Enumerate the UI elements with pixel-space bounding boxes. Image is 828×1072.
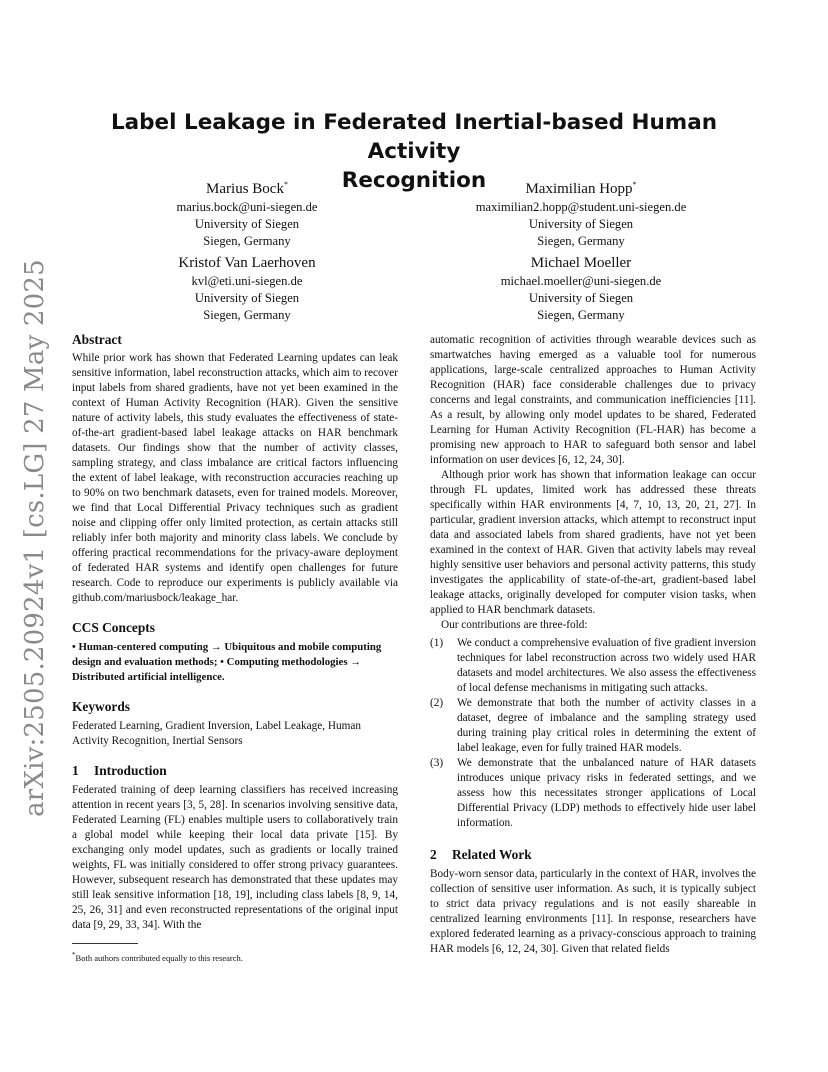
- abstract-heading: Abstract: [72, 332, 122, 347]
- footnote: [72, 950, 243, 964]
- author-email[interactable]: kvl@eti.uni-siegen.de: [191, 274, 303, 288]
- author-name-line: [416, 254, 746, 273]
- keywords-text: Federated Learning, Gradient Inversion, Label Leakage, Human Activity Recognition, Inertial Sensors: [72, 720, 361, 747]
- author-location: Siegen, Germany: [537, 308, 625, 322]
- author-location: Siegen, Germany: [203, 234, 291, 248]
- related-work-heading: [430, 846, 756, 863]
- abstract-text: While prior work has shown that Federated Learning updates can leak sensitive information, label reconstruction attacks, which aim to recover input labels from shared gradients, have not yet been examined in the context of Human Activity Recognition (HAR). Given the sensitive nature of activity labels, this study evaluates the effectiveness of state-of-the-art gradient-based label leakage attacks on HAR benchmark datasets. Our findings show that the number of activity classes, sampling strategy, and class imbalance are critical factors influencing the extent of label leakage, with reconstruction accuracies reaching up to 90% on two benchmark datasets, even for trained models. Moreover, we find that Local Differential Privacy techniques such as gradient noise and clipping offer only limited protection, as certain attacks still reliably infer both majority and minority class labels. We conclude by offering practical recommendations for the privacy-aware deployment of federated HAR systems and identify open challenges for future research. Code to reproduce our experiments is publicly available via github.com/mariusbock/leakage_har.: [72, 352, 398, 604]
- related-work-paragraph-1: Body-worn sensor data, particularly in the context of HAR, involves the collection of sensitive user information. As such, it is typically subject to strict data privacy regulations and is not easily shareable in centralized learning environments [11]. In response, researchers have explored federated learning as a privacy-conscious approach to training HAR models [6, 12, 24, 30]. Given that related fields: [430, 868, 756, 955]
- author-name-line: [416, 175, 746, 199]
- ccs-text: • Human-centered computing → Ubiquitous and mobile computing design and evaluation methods; • Computing methodologies → Distributed artificial intelligence.: [72, 641, 382, 683]
- arxiv-identifier-text: arXiv:2505.20924v1 [cs.LG] 27 May 2025: [20, 259, 50, 817]
- paper-title-line-1: Label Leakage in Federated Inertial-based Human Activity: [110, 110, 718, 164]
- author-footnote-mark: *: [283, 180, 288, 189]
- author-footnote-mark: *: [632, 180, 637, 189]
- author-email[interactable]: maximilian2.hopp@student.uni-siegen.de: [475, 200, 687, 214]
- list-item-text: We demonstrate that the unbalanced nature of HAR datasets introduces unique privacy risks in federated settings, and we assess how this necessitates stronger applications of Local Differential Privacy (LDP) methods to effectively hide user label information.: [457, 757, 756, 829]
- section-title: Related Work: [452, 847, 532, 862]
- author-block-3: [82, 254, 412, 324]
- author-affiliation: University of Siegen: [194, 217, 300, 231]
- intro-paragraph-1-continued: automatic recognition of activities through wearable devices such as smartwatches having emerged as a valuable tool for numerous applications, large-scale centralized approaches to Human Activity Recognition (HAR) face considerable challenges due to privacy concerns and legal constraints, and communication inefficiencies [11]. As a result, by allowing only model updates to be shared, Federated Learning for Human Activity Recognition (FL-HAR) has become a promising new approach to HAR to safeguard both sensor and label information on user devices [6, 12, 24, 30].: [430, 334, 756, 466]
- author-affiliation: University of Siegen: [194, 291, 300, 305]
- list-item-label: (3): [430, 757, 444, 769]
- author-block-1: [82, 175, 412, 250]
- left-column: [72, 331, 398, 933]
- intro-paragraph-3: Our contributions are three-fold:: [441, 619, 588, 631]
- intro-paragraph-1: Federated training of deep learning classifiers has received increasing attention in recent years [3, 5, 28]. In scenarios involving sensitive data, Federated Learning (FL) enables multiple users to collaboratively train a global model while keeping their local data private [15]. By exchanging only model updates, such as gradients or locally trained weights, FL was initially considered to offer strong privacy guarantees. However, subsequent research has demonstrated that these updates may still leak sensitive information [18, 19], including class labels [8, 9, 14, 25, 26, 31] and even reconstructed representations of the original input data [9, 29, 33, 34]. With the: [72, 784, 398, 931]
- author-name: Marius Bock: [206, 181, 284, 197]
- author-name: Kristof Van Laerhoven: [178, 255, 316, 271]
- author-location: Siegen, Germany: [537, 234, 625, 248]
- ccs-heading: CCS Concepts: [72, 620, 155, 635]
- contributions-list: [430, 636, 756, 831]
- paper-title-line-2: Recognition: [341, 168, 487, 193]
- list-item-label: (1): [430, 637, 444, 649]
- list-item-text: We conduct a comprehensive evaluation of five gradient inversion techniques for label reconstruction across two widely used HAR datasets and model architectures. We also assess the effectiveness of local defense mechanisms in mitigating such attacks.: [457, 637, 756, 694]
- author-affiliation: University of Siegen: [528, 291, 634, 305]
- footnote-mark: *: [72, 951, 76, 959]
- footnote-rule: [72, 943, 138, 944]
- list-item-label: (2): [430, 697, 444, 709]
- author-name: Maximilian Hopp: [525, 181, 633, 197]
- section-number: 1: [72, 763, 79, 778]
- author-name-line: [82, 254, 412, 273]
- author-affiliation: University of Siegen: [528, 217, 634, 231]
- intro-paragraph-2: Although prior work has shown that information leakage can occur through FL updates, limited work has addressed these threats specifically within HAR environments [4, 7, 10, 13, 20, 21, 27]. In particular, gradient inversion attacks, which attempt to reconstruct input data and associated labels from shared gradients, have not yet been examined in the context of HAR. Given that activity labels may reveal highly sensitive user behaviors and personal activity patterns, this study investigates the applicability of state-of-the-art, gradient-based label leakage attacks, originally developed for computer vision tasks, when applied to HAR benchmark datasets.: [430, 469, 756, 616]
- author-email[interactable]: michael.moeller@uni-siegen.de: [500, 274, 662, 288]
- list-item-text: We demonstrate that both the number of activity classes in a dataset, degree of imbalance and the sampling strategy used during training play critical roles in determining the extent of label leakage, even for fully trained HAR models.: [457, 697, 756, 754]
- arxiv-identifier: [18, 259, 52, 817]
- author-email[interactable]: marius.bock@uni-siegen.de: [176, 200, 318, 214]
- author-name: Michael Moeller: [530, 255, 632, 271]
- list-item: [430, 756, 756, 831]
- author-location: Siegen, Germany: [203, 308, 291, 322]
- author-block-2: [416, 175, 746, 250]
- footnote-text: Both authors contributed equally to this research.: [75, 952, 243, 963]
- right-column: [430, 333, 756, 957]
- list-item: [430, 696, 756, 756]
- author-block-4: [416, 254, 746, 324]
- keywords-heading: Keywords: [72, 699, 131, 714]
- intro-heading: [72, 762, 398, 779]
- author-name-line: [82, 175, 412, 199]
- list-item: [430, 636, 756, 696]
- section-number: 2: [430, 847, 437, 862]
- section-title: Introduction: [94, 763, 167, 778]
